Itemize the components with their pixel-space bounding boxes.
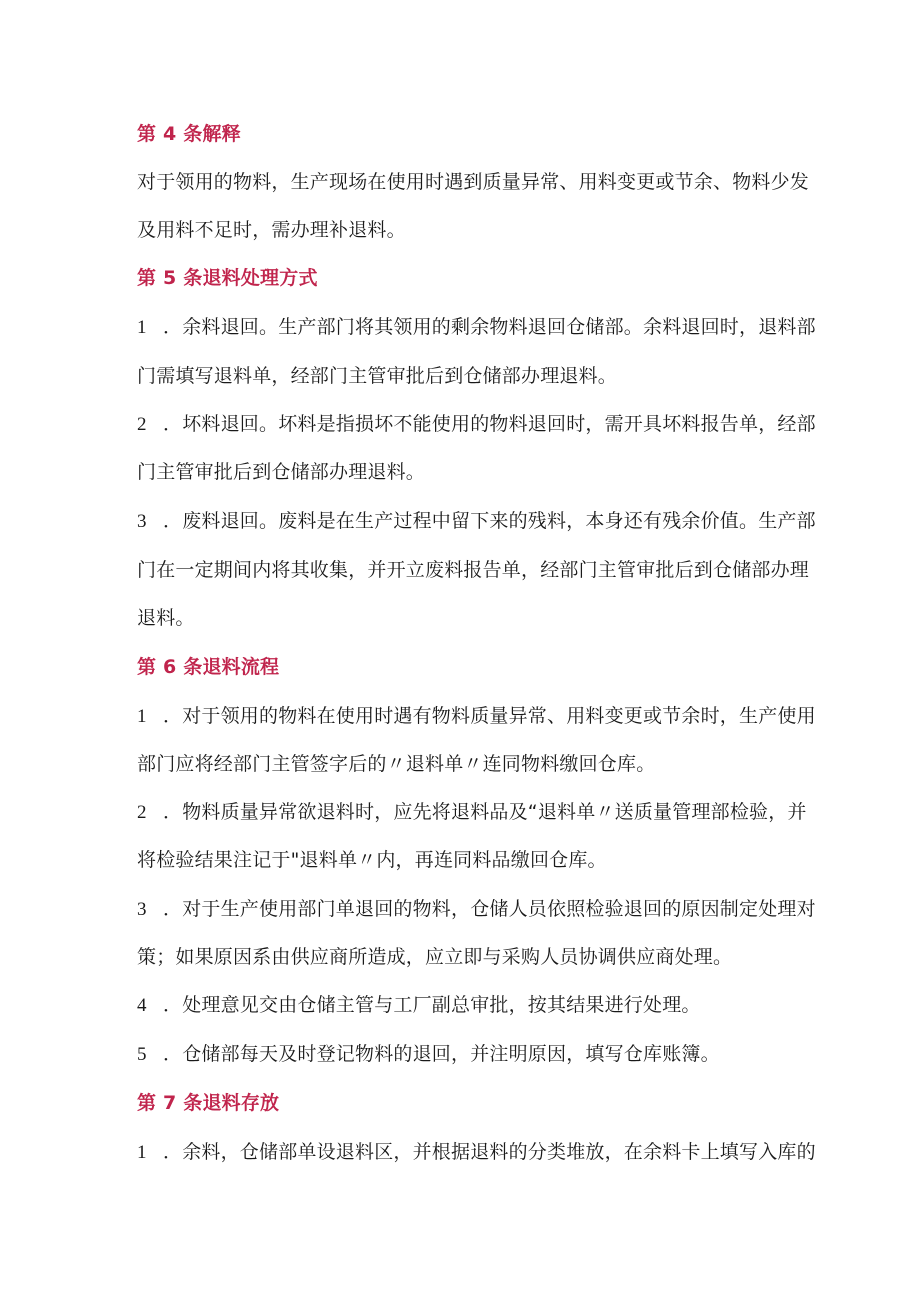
list-item bbox=[137, 1042, 720, 1067]
list-item-text: ．余料，仓储部单设退料区，并根据退料的分类堆放，在余料卡上填写入库的 bbox=[163, 1141, 816, 1163]
list-item bbox=[137, 509, 816, 534]
list-item bbox=[137, 800, 807, 825]
list-item bbox=[137, 897, 816, 922]
list-number: 3 bbox=[137, 899, 147, 920]
section-heading: 第 5 条退料处理方式 bbox=[137, 267, 318, 289]
paragraph-line: 门需填写退料单，经部门主管审批后到仓储部办理退料。 bbox=[137, 365, 618, 387]
list-item bbox=[137, 315, 816, 340]
list-item bbox=[137, 993, 701, 1018]
paragraph-line: 门在一定期间内将其收集，并开立废料报告单，经部门主管审批后到仓储部办理 bbox=[137, 559, 810, 581]
paragraph-line: 对于领用的物料，生产现场在使用时遇到质量异常、用料变更或节余、物料少发 bbox=[137, 171, 810, 193]
list-item-text: ．仓储部每天及时登记物料的退回，并注明原因，填写仓库账簿。 bbox=[163, 1043, 720, 1065]
list-number: 1 bbox=[137, 317, 147, 338]
paragraph-line: 门主管审批后到仓储部办理退料。 bbox=[137, 461, 426, 483]
paragraph-line: 策；如果原因系由供应商所造成，应立即与采购人员协调供应商处理。 bbox=[137, 946, 733, 968]
list-number: 1 bbox=[137, 706, 147, 727]
list-item bbox=[137, 412, 816, 437]
list-item-text: ．余料退回。生产部门将其领用的剩余物料退回仓储部。余料退回时，退料部 bbox=[163, 316, 816, 338]
list-item-text: ．对于领用的物料在使用时遇有物料质量异常、用料变更或节余时，生产使用 bbox=[163, 705, 816, 727]
list-number: 4 bbox=[137, 995, 147, 1016]
list-number: 3 bbox=[137, 511, 147, 532]
list-number: 1 bbox=[137, 1142, 147, 1163]
list-number: 2 bbox=[137, 802, 147, 823]
list-item-text: ．物料质量异常欲退料时，应先将退料品及“退料单〃送质量管理部检验，并 bbox=[163, 801, 807, 823]
section-heading: 第 4 条解释 bbox=[137, 123, 241, 145]
section-heading: 第 6 条退料流程 bbox=[137, 656, 280, 678]
paragraph-line: 将检验结果注记于"退料单〃内，再连同料品缴回仓库。 bbox=[137, 849, 607, 871]
list-number: 2 bbox=[137, 414, 147, 435]
list-item bbox=[137, 1140, 816, 1165]
section-heading: 第 7 条退料存放 bbox=[137, 1092, 280, 1114]
paragraph-line: 及用料不足时，需办理补退料。 bbox=[137, 219, 406, 241]
list-item-text: ．坏料退回。坏料是指损坏不能使用的物料退回时，需开具坏料报告单，经部 bbox=[163, 413, 816, 435]
list-item-text: ．处理意见交由仓储主管与工厂副总审批，按其结果进行处理。 bbox=[163, 994, 701, 1016]
paragraph-line: 部门应将经部门主管签字后的〃退料单〃连同物料缴回仓库。 bbox=[137, 753, 656, 775]
list-item bbox=[137, 704, 816, 729]
list-number: 5 bbox=[137, 1044, 147, 1065]
list-item-text: ．对于生产使用部门单退回的物料，仓储人员依照检验退回的原因制定处理对 bbox=[163, 898, 816, 920]
list-item-text: ．废料退回。废料是在生产过程中留下来的残料，本身还有残余价值。生产部 bbox=[163, 510, 816, 532]
paragraph-line: 退料。 bbox=[137, 607, 195, 629]
